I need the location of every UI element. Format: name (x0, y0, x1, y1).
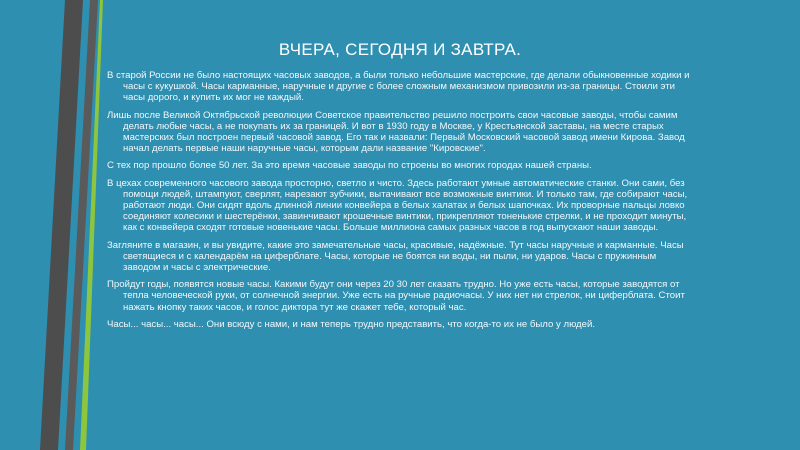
paragraph-2: Лишь после Великой Октябрьской революции Советское правительство решило построить свои часовые заводы, чтобы самим делать любые часы, а не покупать их за границей. И вот в 1930 году в Москве, у Крестьянской заставы, на месте старых мастерских был построен первый часовой завод. Его так и назвали: Первый Московский часовой завод имени Кирова. Завод начал делать первые наши наручные часы, которым дали название "Кировские". (107, 109, 685, 155)
paragraph-4: В цехах современного часового завода просторно, светло и чисто. Здесь работают умные автоматические станки. Они сами, без помощи людей, штампуют, сверлят, нарезают зубчики, вытачивают все возможные винтики. И только там, где собирают часы, работают люди. Они сидят вдоль длинной линии конвейера в белых халатах и белых шапочках. Их проворные пальцы ловко соединяют колесики и шестерёнки, завинчивают крошечные винтики, прикрепляют тоненькие стрелки, и не проходит минуты, как с конвейера сходят готовые новенькие часы. Больше миллиона самых разных часов в год выпускают наши заводы. (107, 177, 688, 234)
paragraph-7: Часы... часы... часы... Они всюду с нами, и нам теперь трудно представить, что когда-то их не было у людей. (107, 318, 596, 330)
slide-body (107, 70, 692, 336)
paragraph-5: Загляните в магазин, и вы увидите, какие это замечательные часы, красивые, надёжные. Тут часы наручные и карманные. Часы светящиеся и с календарём на циферблате. Часы, которые не боятся ни воды, ни пыли, ни ударов. Часы с пружинным заводом и часы с электрические. (107, 239, 684, 274)
paragraph-6: Пройдут годы, появятся новые часы. Какими будут они через 20 30 лет сказать трудно. Но уже есть часы, которые заводятся от тепла человеческой руки, от солнечной энергии. Уже есть на ручные радиочасы. У них нет ни стрелок, ни циферблата. Стоит нажать кнопку таких часов, и голос диктора тут же скажет тебе, который час. (107, 279, 685, 313)
paragraph-3: С тех пор прошло более 50 лет. За это время часовые заводы по строены во многих городах нашей страны. (107, 160, 592, 172)
slide-title: ВЧЕРА, СЕГОДНЯ И ЗАВТРА. (278, 40, 522, 59)
paragraph-1: В старой России не было настоящих часовых заводов, а были только небольшие мастерские, где делали обыкновенные ходики и часы с кукушкой. Часы карманные, наручные и другие с более сложным механизмом привозили из-за границы. Стоили эти часы дорого, и купить их мог не каждый. (107, 70, 690, 104)
